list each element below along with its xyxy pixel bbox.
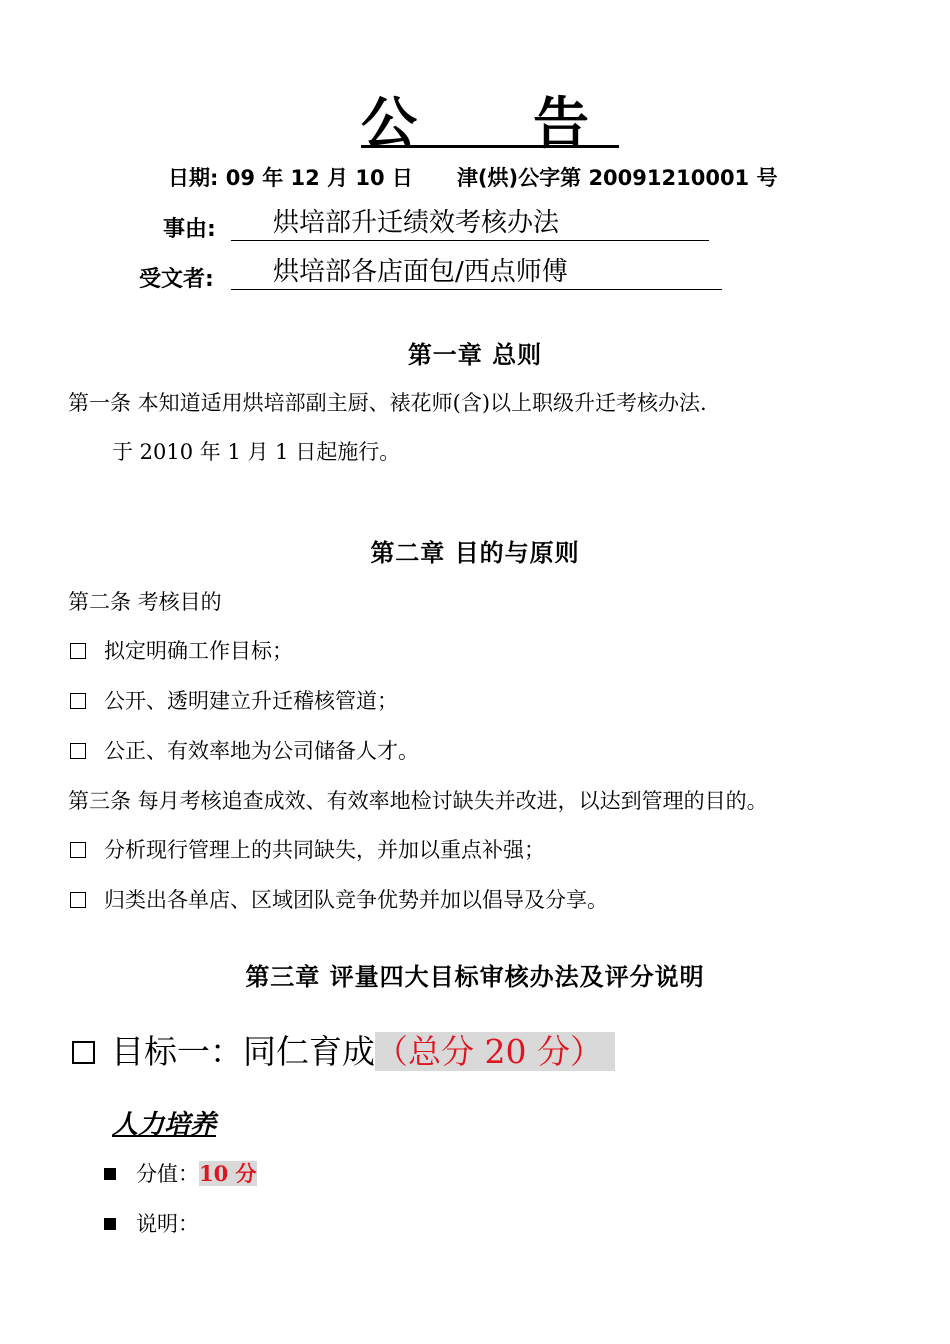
checkbox-icon xyxy=(70,892,86,908)
recipient-value: 烘培部各店面包/西点师傅 xyxy=(231,255,722,290)
goal-score: （总分 20 分） xyxy=(375,1032,615,1071)
article-3: 第三条 每月考核追查成效、有效率地检讨缺失并改进，以达到管理的目的。 xyxy=(68,789,768,813)
list-item: 公正、有效率地为公司储备人才。 xyxy=(70,735,419,765)
subject-label: 事由: xyxy=(163,217,216,242)
section-heading: 人力培养 xyxy=(112,1110,217,1140)
chapter-2-heading: 第二章 目的与原则 xyxy=(370,539,580,567)
list-item: 拟定明确工作目标； xyxy=(70,635,293,665)
checkbox-icon xyxy=(70,693,86,709)
list-item: 归类出各单店、区域团队竞争优势并加以倡导及分享。 xyxy=(70,884,608,914)
date-line xyxy=(168,162,777,192)
bullet-icon xyxy=(104,1168,116,1180)
recipient-label: 受文者: xyxy=(139,267,214,292)
goal-title: 目标一：同仁育成 xyxy=(111,1032,375,1071)
document-number: 津(烘)公字第 20091210001 号 xyxy=(456,166,778,190)
value-amount: 10 分 xyxy=(199,1161,257,1186)
value-label: 分值： xyxy=(136,1162,199,1186)
checkbox-icon xyxy=(70,743,86,759)
list-item xyxy=(104,1158,257,1188)
checkbox-icon xyxy=(70,842,86,858)
description-label: 说明： xyxy=(136,1212,199,1236)
list-item: 分析现行管理上的共同缺失，并加以重点补强； xyxy=(70,834,545,864)
article-1: 第一条 本知道适用烘培部副主厨、裱花师(含)以上职级升迁考核办法. xyxy=(68,391,707,415)
checkbox-icon xyxy=(72,1041,95,1064)
article-1-continued: 于 2010 年 1 月 1 日起施行。 xyxy=(112,440,401,464)
chapter-1-heading: 第一章 总则 xyxy=(407,341,543,369)
date: 日期: 09 年 12 月 10 日 xyxy=(168,166,413,190)
bullet-icon xyxy=(104,1218,116,1230)
article-2: 第二条 考核目的 xyxy=(68,590,222,614)
goal-one xyxy=(72,1026,615,1073)
list-item: 公开、透明建立升迁稽核管道； xyxy=(70,685,398,715)
page-title: 公 告 xyxy=(361,92,619,157)
chapter-3-heading: 第三章 评量四大目标审核办法及评分说明 xyxy=(245,963,705,991)
checkbox-icon xyxy=(70,643,86,659)
subject-value: 烘培部升迁绩效考核办法 xyxy=(231,206,709,241)
list-item xyxy=(104,1208,199,1238)
